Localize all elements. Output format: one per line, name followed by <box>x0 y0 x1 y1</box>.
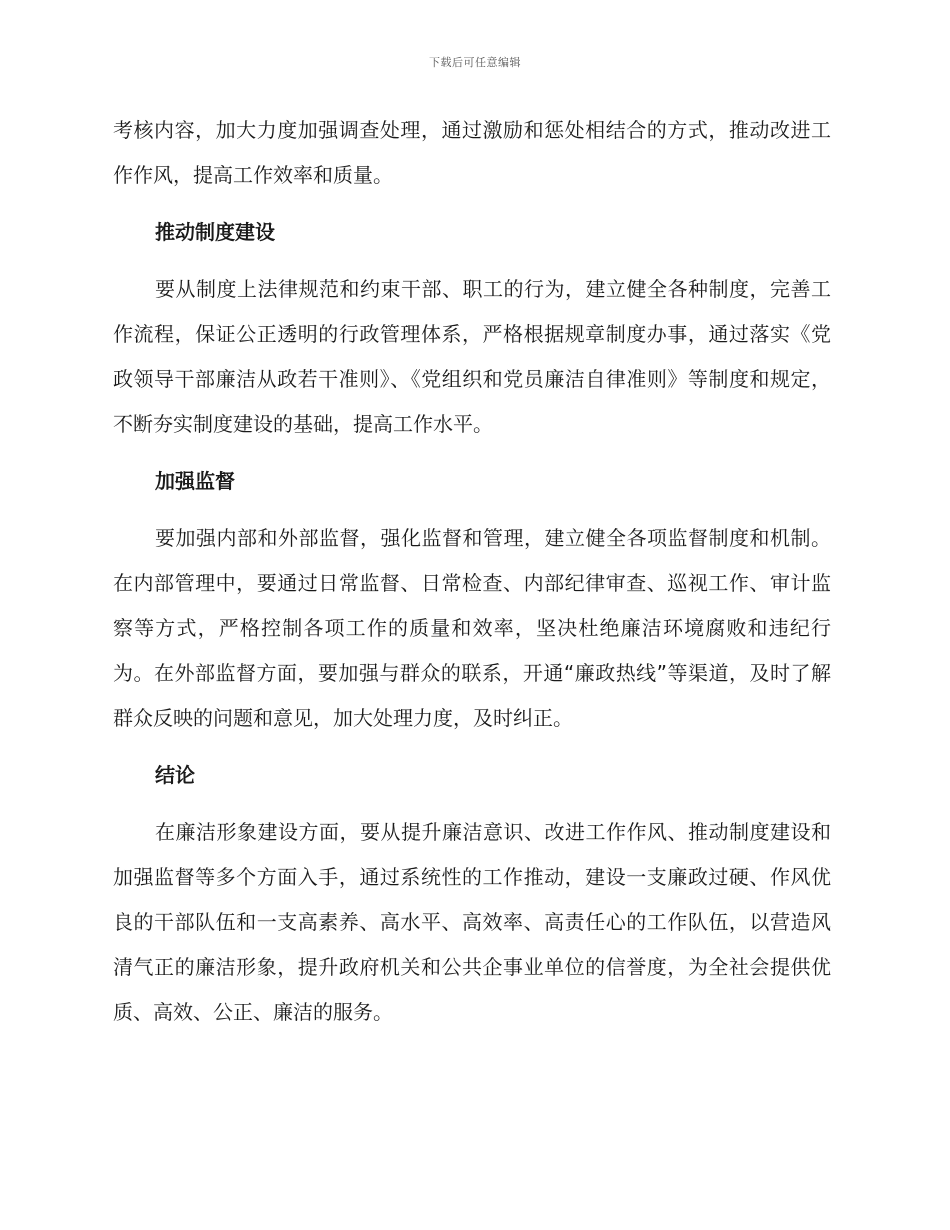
section-heading-conclusion: 结论 <box>155 763 195 787</box>
page-header: 下载后可任意编辑 <box>429 56 521 69</box>
document-body <box>113 108 831 1047</box>
intro-paragraph: 考核内容，加大力度加强调查处理，通过激励和惩处相结合的方式，推动改进工作作风，提高工作效率和质量。 <box>113 118 831 187</box>
section-body-supervision: 要加强内部和外部监督，强化监督和管理，建立健全各项监督制度和机制。在内部管理中，要通过日常监督、日常检查、内部纪律审查、巡视工作、审计监察等方式，严格控制各项工作的质量和效率，坚决杜绝廉洁环境腐败和违纪行为。在外部监督方面，要加强与群众的联系，开通“廉政热线”等渠道，及时了解群众反映的问题和意见，加大处理力度，及时纠正。 <box>113 526 831 730</box>
section-body-conclusion: 在廉洁形象建设方面，要从提升廉洁意识、改进工作作风、推动制度建设和加强监督等多个方面入手，通过系统性的工作推动，建设一支廉政过硬、作风优良的干部队伍和一支高素养、高水平、高效率、高责任心的工作队伍，以营造风清气正的廉洁形象，提升政府机关和公共企事业单位的信誉度，为全社会提供优质、高效、公正、廉洁的服务。 <box>113 820 831 1024</box>
section-heading-supervision: 加强监督 <box>155 469 235 493</box>
section-heading-system-building: 推动制度建设 <box>155 220 275 244</box>
section-body-system-building: 要从制度上法律规范和约束干部、职工的行为，建立健全各种制度，完善工作流程，保证公正透明的行政管理体系，严格根据规章制度办事，通过落实《党政领导干部廉洁从政若干准则》、《党组织和党员廉洁自律准则》等制度和规定，不断夯实制度建设的基础，提高工作水平。 <box>113 277 831 436</box>
